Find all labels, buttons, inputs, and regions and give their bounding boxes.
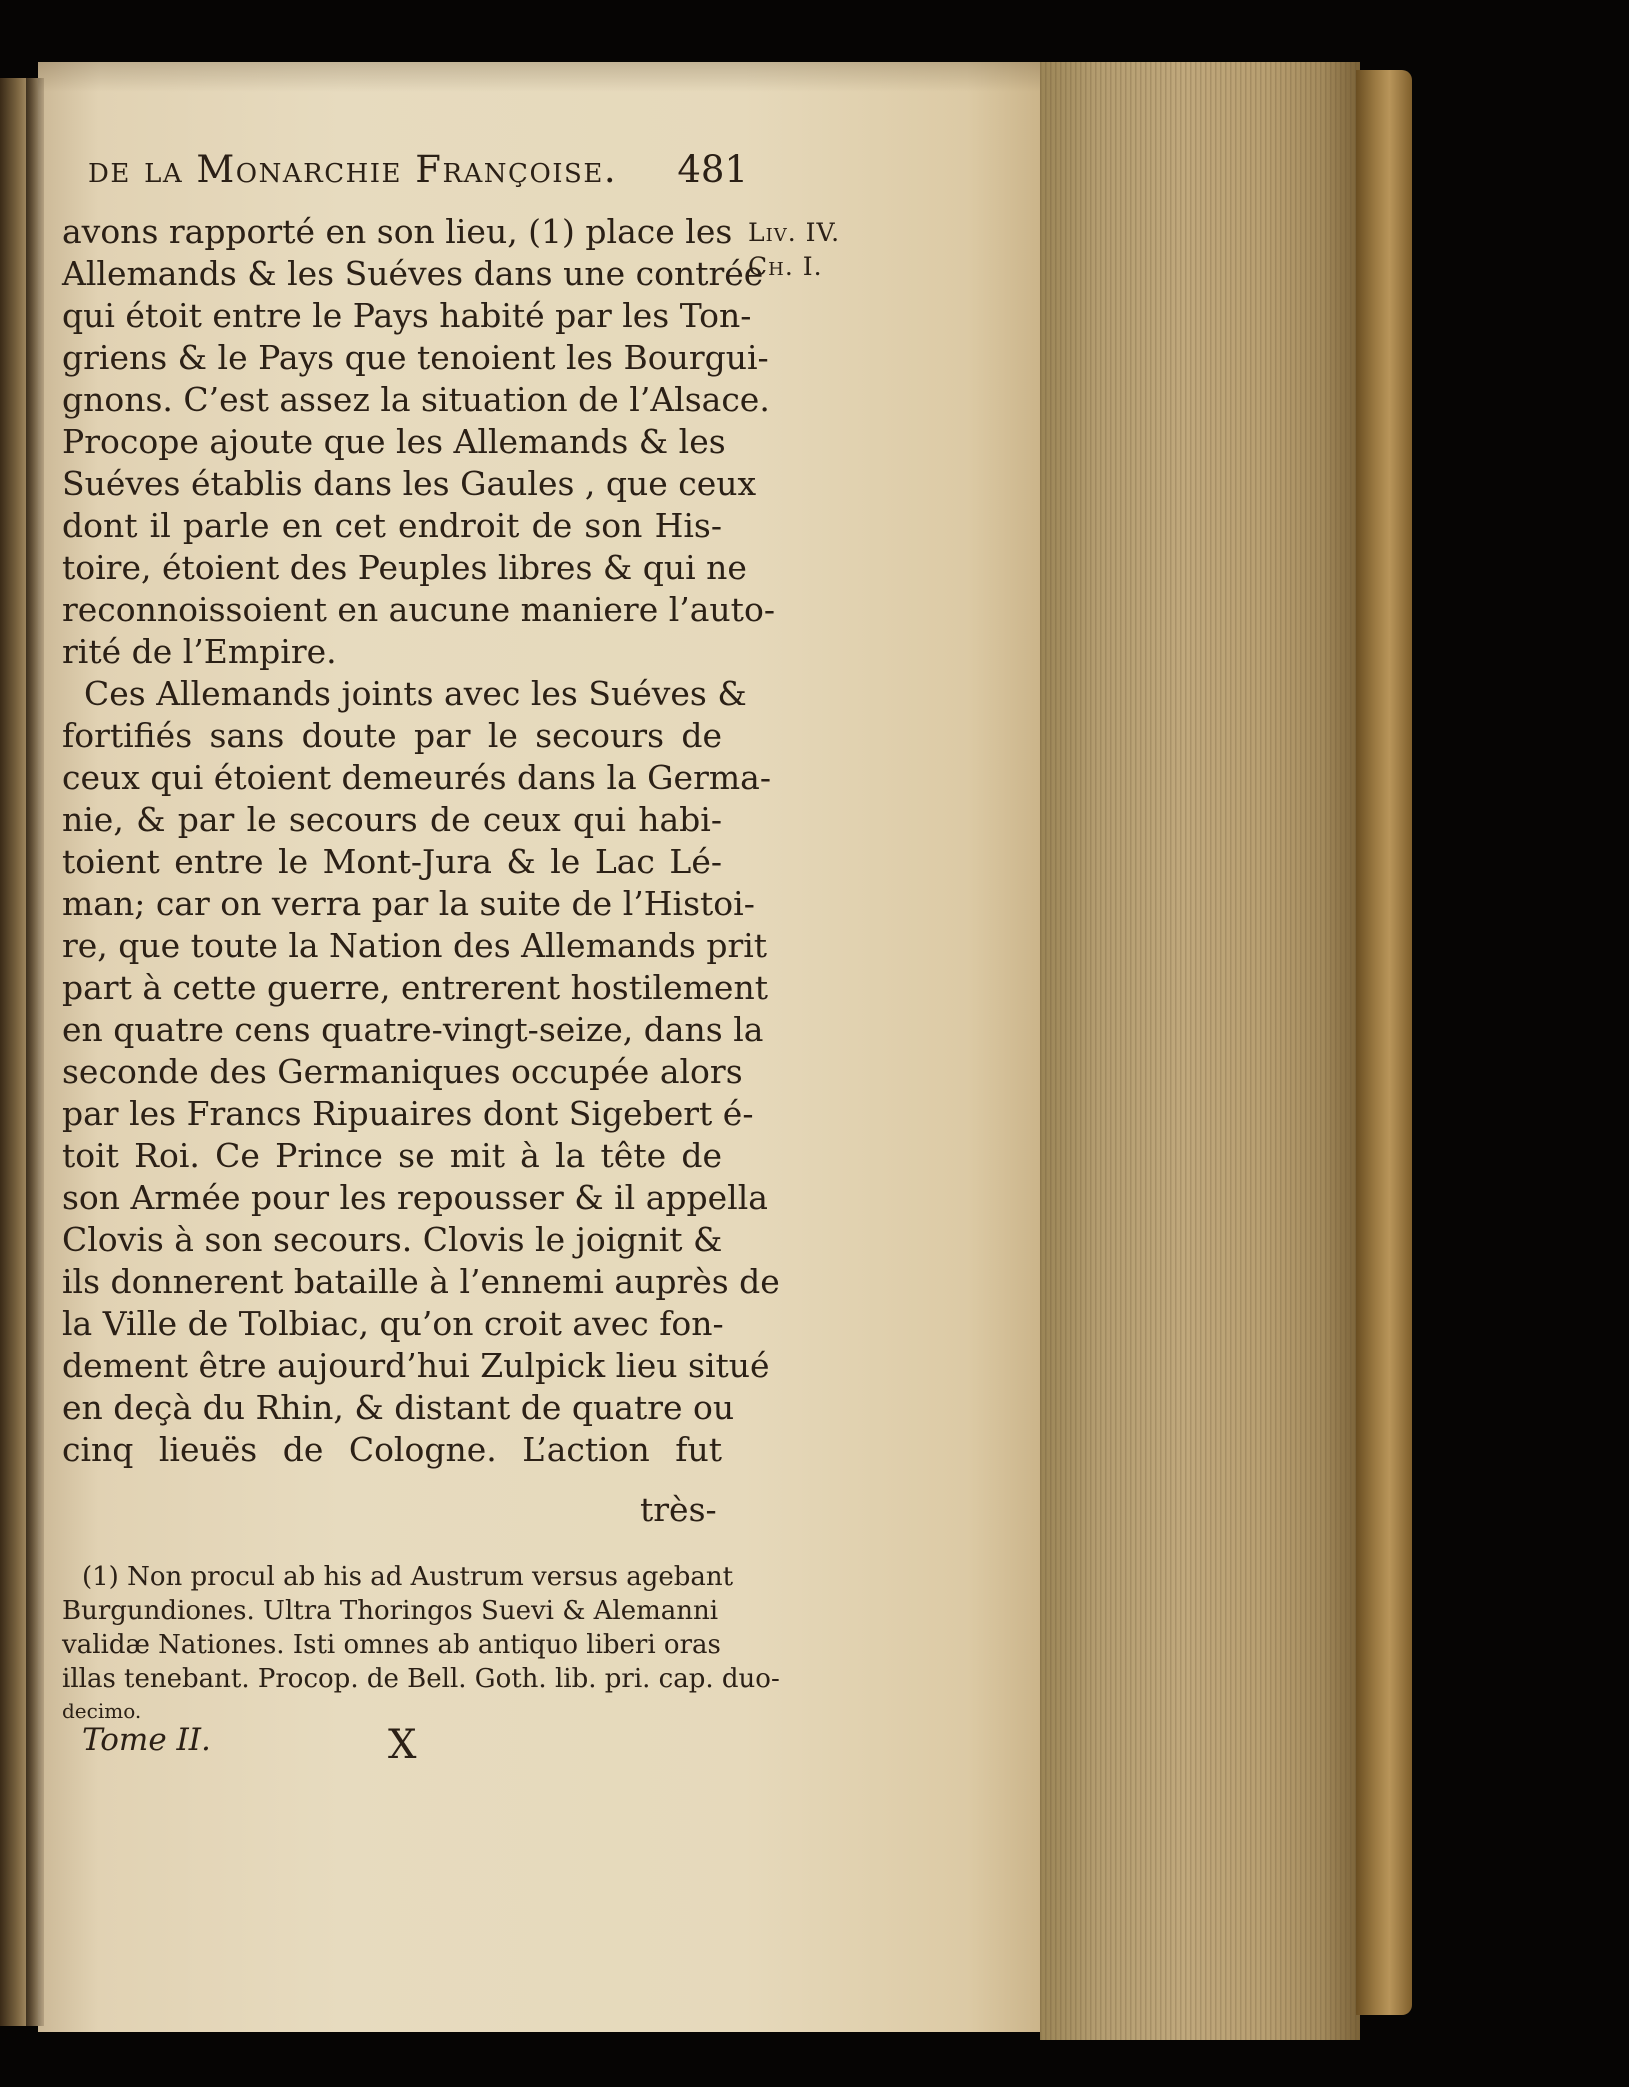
- footnote-line: (1) Non procul ab his ad Austrum versus agebant: [82, 1562, 734, 1592]
- text-line: ceux qui étoient demeurés dans la Germa-: [62, 758, 771, 797]
- text-line: son Armée pour les repousser & il appella: [62, 1178, 768, 1217]
- text-line: fortifiés sans doute par le secours de: [62, 716, 722, 755]
- catchword: très-: [640, 1490, 717, 1529]
- text-line: Procope ajoute que les Allemands & les: [62, 422, 726, 461]
- text-line: nie, & par le secours de ceux qui habi-: [62, 800, 722, 839]
- text-line: en deçà du Rhin, & distant de quatre ou: [62, 1388, 735, 1427]
- text-line: re, que toute la Nation des Allemands prit: [62, 926, 768, 965]
- margin-note-book: Liv. IV.: [748, 218, 841, 247]
- text-line: la Ville de Tolbiac, qu’on croit avec fon-: [62, 1304, 724, 1343]
- running-title: de la Monarchie Françoise.: [88, 148, 618, 191]
- margin-note-chapter: Ch. I.: [748, 252, 823, 281]
- volume-indicator: Tome II.: [82, 1722, 211, 1758]
- text-line: toit Roi. Ce Prince se mit à la tête de: [62, 1136, 722, 1175]
- footnote-line: validæ Nationes. Isti omnes ab antiquo liberi oras: [62, 1630, 721, 1660]
- text-line: part à cette guerre, entrerent hostilement: [62, 968, 768, 1007]
- signature-mark: X: [388, 1722, 417, 1768]
- text-line: man; car on verra par la suite de l’Histoi-: [62, 884, 755, 923]
- text-line: griens & le Pays que tenoient les Bourgui-: [62, 338, 769, 377]
- text-line: en quatre cens quatre-vingt-seize, dans la: [62, 1010, 764, 1049]
- text-line: reconnoissoient en aucune maniere l’auto-: [62, 590, 775, 629]
- text-line: ils donnerent bataille à l’ennemi auprès de: [62, 1262, 780, 1301]
- page-number: 481: [677, 148, 748, 191]
- text-line: gnons. C’est assez la situation de l’Alsace.: [62, 380, 770, 419]
- text-line: toient entre le Mont-Jura & le Lac Lé-: [62, 842, 722, 881]
- text-line: Ces Allemands joints avec les Suéves &: [84, 674, 747, 713]
- running-head: [88, 148, 748, 208]
- text-line: avons rapporté en son lieu, (1) place les: [62, 212, 733, 251]
- text-line: cinq lieuës de Cologne. L’action fut: [62, 1430, 722, 1469]
- text-line: Allemands & les Suéves dans une contrée: [62, 254, 764, 293]
- book-cover-edge: [1356, 70, 1412, 2015]
- text-line: Suéves établis dans les Gaules , que ceux: [62, 464, 757, 503]
- text-line: Clovis à son secours. Clovis le joignit &: [62, 1220, 723, 1259]
- footnote-line: illas tenebant. Procop. de Bell. Goth. lib. pri. cap. duo-: [62, 1664, 780, 1694]
- book-gutter: [26, 78, 44, 2026]
- text-line: toire, étoient des Peuples libres & qui ne: [62, 548, 747, 587]
- text-line: dement être aujourd’hui Zulpick lieu situé: [62, 1346, 770, 1385]
- text-line: qui étoit entre le Pays habité par les Ton-: [62, 296, 752, 335]
- text-line: dont il parle en cet endroit de son His-: [62, 506, 722, 545]
- page-shadow: [38, 62, 1048, 92]
- text-line: par les Francs Ripuaires dont Sigebert é-: [62, 1094, 754, 1133]
- text-line: seconde des Germaniques occupée alors: [62, 1052, 743, 1091]
- fore-edge-pages: [1040, 62, 1360, 2040]
- footnote-line: decimo.: [62, 1699, 142, 1723]
- text-line: rité de l’Empire.: [62, 632, 337, 671]
- footnote-line: Burgundiones. Ultra Thoringos Suevi & Alemanni: [62, 1596, 719, 1626]
